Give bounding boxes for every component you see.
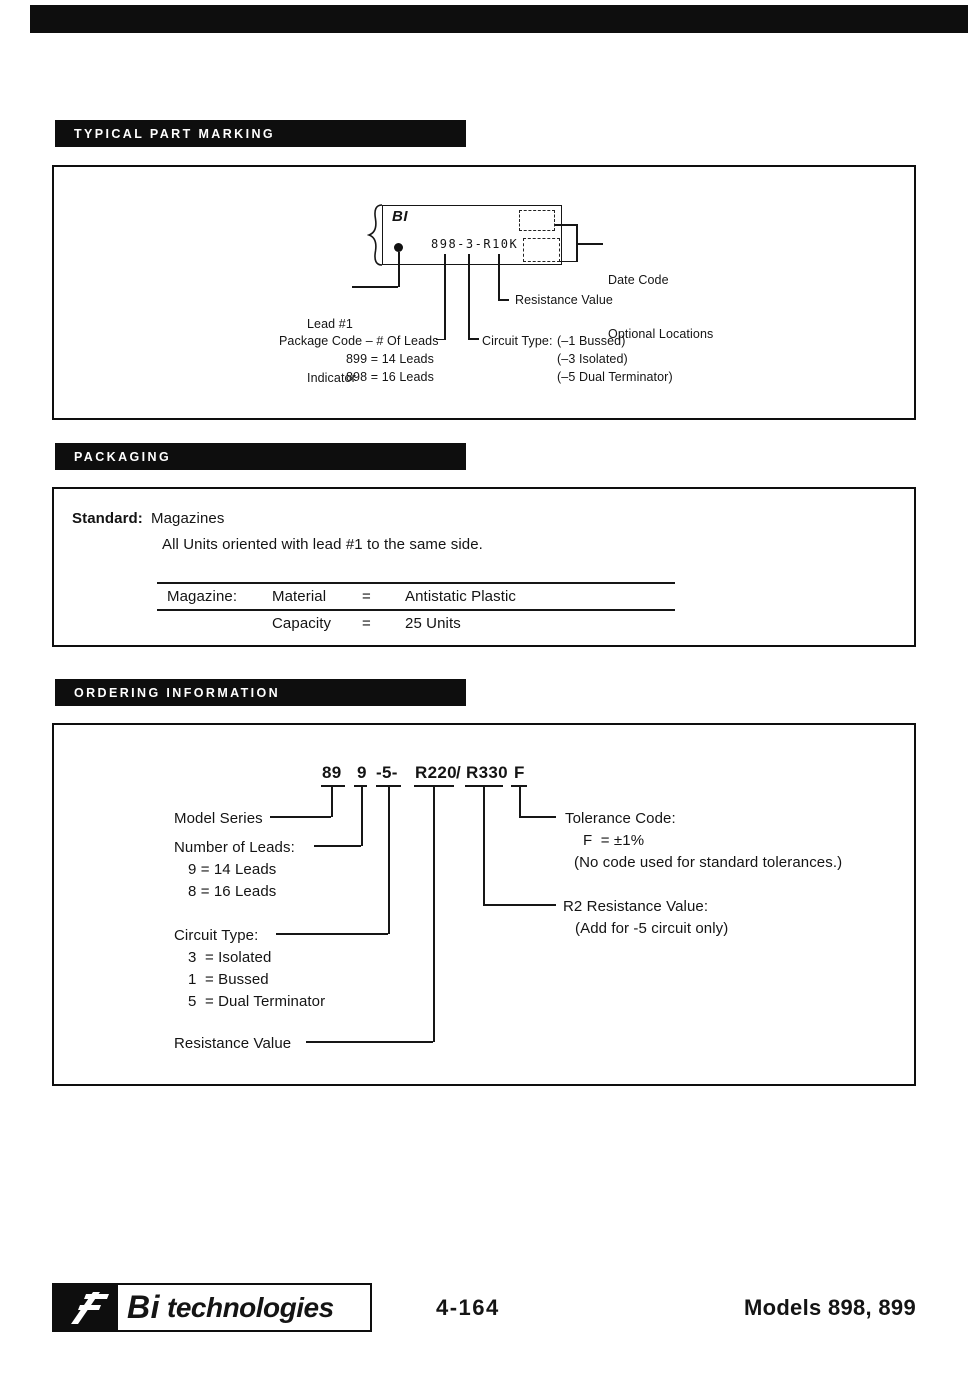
section-title-packaging: PACKAGING xyxy=(74,449,172,464)
dropline-r2 xyxy=(483,787,485,905)
cell-capacity-name: Capacity xyxy=(272,615,332,632)
dropline-leads xyxy=(361,787,363,846)
code-separator: / xyxy=(456,763,462,782)
table-rule-middle xyxy=(157,609,675,611)
section-title-ordering: ORDERING INFORMATION xyxy=(74,685,281,700)
part-marking-box xyxy=(52,165,916,420)
connector-package-vertical xyxy=(444,254,446,340)
connector-date-code-stub-top xyxy=(555,224,577,226)
label-date-code-line2: Optional Locations xyxy=(608,327,714,341)
bi-logo-glyph-icon xyxy=(59,1288,113,1328)
cell-capacity-value: 25 Units xyxy=(405,615,461,632)
option-circuit-3: 3 = Isolated xyxy=(188,949,272,966)
component-part-number: 898-3-R10K xyxy=(431,237,519,251)
connector-circuit-elbow xyxy=(468,338,479,340)
section-header-packaging xyxy=(55,443,466,470)
logo-text xyxy=(118,1285,334,1330)
label-package-898: 898 = 16 Leads xyxy=(346,370,434,384)
bi-logo-mark xyxy=(54,1285,118,1330)
connector-number-of-leads xyxy=(314,845,361,847)
code-resistance-2: R330 xyxy=(466,763,508,782)
section-title-part-marking: TYPICAL PART MARKING xyxy=(74,126,276,141)
top-rule-bar xyxy=(30,5,968,33)
connector-resistance-value xyxy=(306,1041,433,1043)
section-header-part-marking xyxy=(55,120,466,147)
packaging-note: All Units oriented with lead #1 to the same side. xyxy=(162,536,483,553)
ordering-box xyxy=(52,723,916,1086)
connector-tolerance-code xyxy=(519,816,556,818)
date-code-location-box-side xyxy=(523,238,560,262)
underline-model xyxy=(321,785,345,787)
cell-material-value: Antistatic Plastic xyxy=(405,588,517,605)
connector-lead1-vertical xyxy=(398,252,400,287)
table-rule-top xyxy=(157,582,675,584)
label-circuit-type-ordering: Circuit Type: xyxy=(174,927,259,944)
option-circuit-5: 5 = Dual Terminator xyxy=(188,993,326,1010)
logo-text-technologies: technologies xyxy=(167,1291,334,1323)
component-logo: BI xyxy=(392,208,408,225)
connector-resistance-elbow xyxy=(498,299,509,301)
option-leads-8: 8 = 16 Leads xyxy=(188,883,277,900)
connector-resistance-vertical xyxy=(498,254,500,300)
code-tolerance: F xyxy=(514,763,525,782)
option-circuit-1: 1 = Bussed xyxy=(188,971,269,988)
dropline-model xyxy=(331,787,333,817)
label-lead1-line1: Lead #1 xyxy=(307,317,353,331)
label-circuit-isolated: (–3 Isolated) xyxy=(557,352,628,366)
code-number-of-leads: 9 xyxy=(357,763,367,782)
connector-circuit-vertical xyxy=(468,254,470,339)
code-model-series: 89 xyxy=(322,763,342,782)
label-number-of-leads: Number of Leads: xyxy=(174,839,295,856)
label-resistance-value-ordering: Resistance Value xyxy=(174,1035,292,1052)
dropline-r1 xyxy=(433,787,435,1042)
value-standard: Magazines xyxy=(151,510,225,527)
label-date-code-line1: Date Code xyxy=(608,273,669,287)
cell-material-eq: = xyxy=(362,588,371,605)
logo-text-bi: Bi xyxy=(127,1289,160,1325)
component-body xyxy=(382,205,562,265)
connector-model-series xyxy=(270,816,331,818)
label-package-899: 899 = 14 Leads xyxy=(346,352,434,366)
label-resistance-value: Resistance Value xyxy=(515,293,613,307)
page-number: 4-164 xyxy=(436,1295,500,1320)
label-r2-resistance: R2 Resistance Value: xyxy=(563,898,709,915)
label-circuit-type: Circuit Type: xyxy=(482,334,553,348)
footer-models: Models 898, 899 xyxy=(743,1295,916,1320)
label-tolerance-code: Tolerance Code: xyxy=(565,810,676,827)
value-tolerance: F = ±1% xyxy=(583,832,645,849)
label-circuit-bussed: (–1 Bussed) xyxy=(557,334,626,348)
label-magazine: Magazine: xyxy=(167,588,238,605)
connector-date-code-lead xyxy=(576,243,603,245)
connector-circuit-type xyxy=(276,933,388,935)
cell-capacity-eq: = xyxy=(362,615,371,632)
lead1-indicator-dot xyxy=(394,243,403,252)
connector-lead1-horizontal xyxy=(352,286,398,288)
option-leads-9: 9 = 14 Leads xyxy=(188,861,277,878)
label-lead1-line2: Indicator xyxy=(307,371,356,385)
note-tolerance: (No code used for standard tolerances.) xyxy=(574,854,843,871)
dropline-tolerance xyxy=(519,787,521,817)
dropline-circuit xyxy=(388,787,390,934)
code-resistance-1: R220 xyxy=(415,763,457,782)
connector-r2-value xyxy=(483,904,556,906)
footer-logo-box xyxy=(52,1283,372,1332)
section-header-ordering xyxy=(55,679,466,706)
label-package-code: Package Code – # Of Leads xyxy=(279,334,439,348)
note-r2-resistance: (Add for -5 circuit only) xyxy=(575,920,729,937)
code-circuit-type: -5- xyxy=(376,763,398,782)
connector-date-code-stub-bottom xyxy=(560,261,577,263)
cell-material-name: Material xyxy=(272,588,327,605)
date-code-location-box-top xyxy=(519,210,555,231)
label-standard: Standard: xyxy=(72,510,143,527)
packaging-box xyxy=(52,487,916,647)
label-circuit-dual: (–5 Dual Terminator) xyxy=(557,370,673,384)
label-model-series: Model Series xyxy=(174,810,263,827)
